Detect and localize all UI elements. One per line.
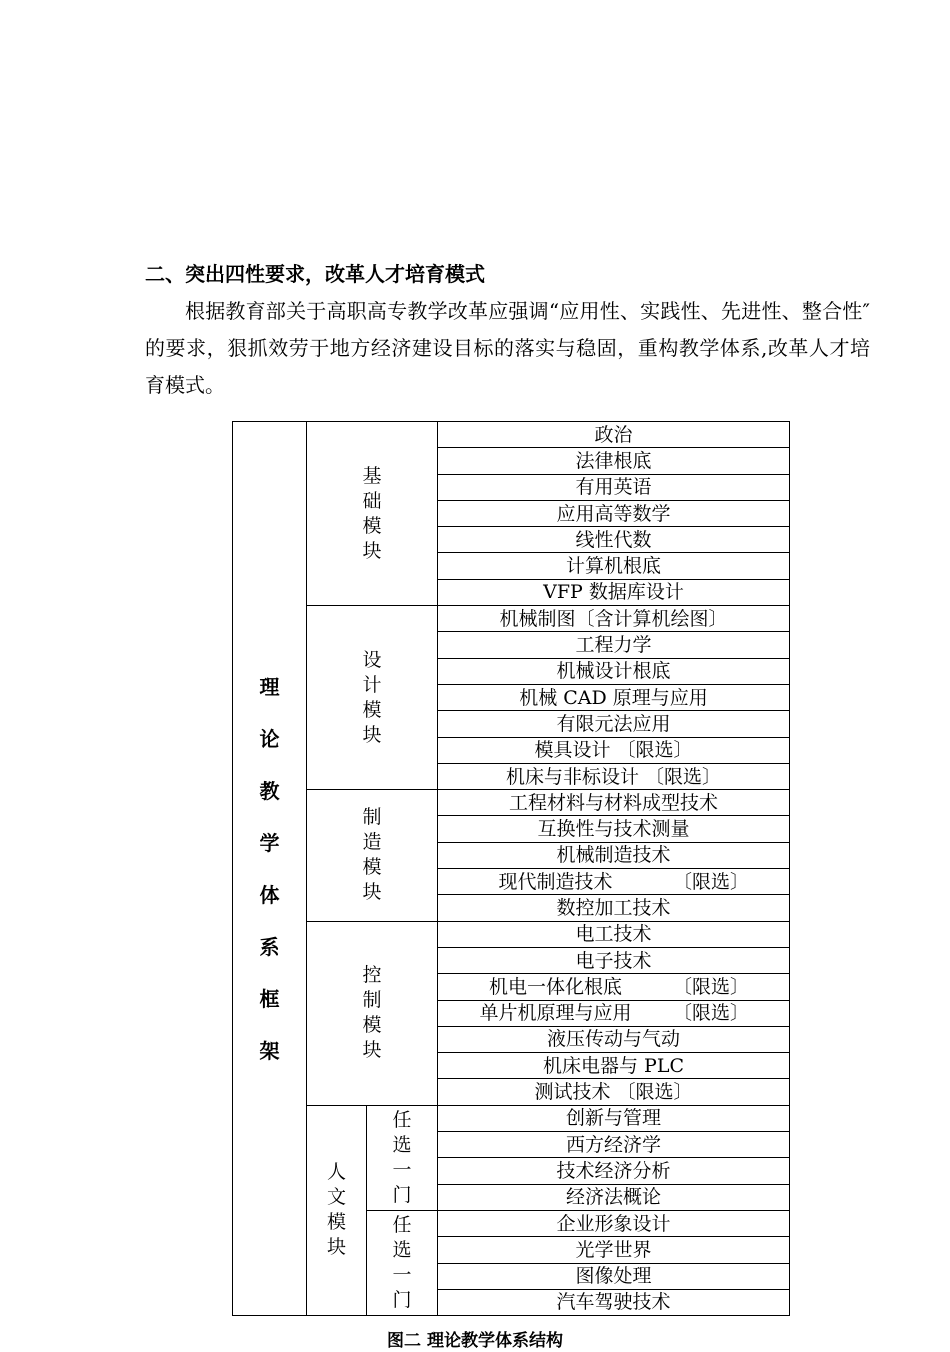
course-cell: 企业形象设计 <box>438 1210 790 1236</box>
course-cell: 工程力学 <box>438 632 790 658</box>
course-cell: 有限元法应用 <box>438 711 790 737</box>
elective-tag: 〔限选〕 <box>673 975 750 998</box>
course-cell <box>438 1000 790 1026</box>
module-design-name: 设计模块 <box>362 648 382 746</box>
course-cell: 汽车驾驶技术 <box>438 1289 790 1315</box>
course-cell: 经济法概论 <box>438 1184 790 1210</box>
course-cell: 互换性与技术测量 <box>438 816 790 842</box>
course-cell: 工程材料与材料成型技术 <box>438 790 790 816</box>
figure-caption: 图二 理论教学体系结构 <box>387 1331 563 1351</box>
course-cell: 机械设计根底 <box>438 658 790 684</box>
framework-title: 理论教学体系框架 <box>259 674 280 1063</box>
module-manufacture-name: 制造模块 <box>362 806 382 904</box>
course-cell: 图像处理 <box>438 1263 790 1289</box>
course-cell: 液压传动与气动 <box>438 1026 790 1052</box>
course-cell: 创新与管理 <box>438 1105 790 1131</box>
course-cell: 应用高等数学 <box>438 500 790 526</box>
course-cell: 机床电器与 PLC <box>438 1053 790 1079</box>
module-control-name: 控制模块 <box>362 964 382 1062</box>
course-cell <box>438 974 790 1000</box>
course-cell <box>438 869 790 895</box>
curriculum-framework-table <box>232 421 790 1316</box>
course-cell: 法律根底 <box>438 448 790 474</box>
module-control <box>307 921 438 1105</box>
course-cell: VFP 数据库设计 <box>438 579 790 605</box>
course-name: 单片机原理与应用 <box>479 1002 632 1025</box>
elective-group-a <box>367 1105 438 1210</box>
elective-tag: 〔限选〕 <box>673 1002 750 1025</box>
course-name: 现代制造技术 <box>498 870 613 893</box>
elective-group-a-label: 任选一门 <box>392 1108 412 1206</box>
body-paragraph: 根据教育部关于高职高专教学改革应强调“应用性、实践性、先进性、整合性″的要求，狠抓效劳于地方经济建设目标的落实与稳固，重构教学体系,改革人才培育模式。 <box>145 299 870 397</box>
course-cell: 光学世界 <box>438 1237 790 1263</box>
course-cell: 线性代数 <box>438 527 790 553</box>
course-cell: 测试技术 〔限选〕 <box>438 1079 790 1105</box>
framework-title-cell <box>233 422 307 1316</box>
course-cell: 电工技术 <box>438 921 790 947</box>
course-cell: 机械制造技术 <box>438 842 790 868</box>
course-cell: 技术经济分析 <box>438 1158 790 1184</box>
course-cell: 机床与非标设计 〔限选〕 <box>438 763 790 789</box>
module-manufacture <box>307 790 438 921</box>
course-cell: 政治 <box>438 422 790 448</box>
module-basic <box>307 422 438 606</box>
elective-group-b-label: 任选一门 <box>392 1214 412 1311</box>
module-humanities <box>307 1105 367 1315</box>
elective-group-b <box>367 1210 438 1315</box>
module-design <box>307 606 438 790</box>
course-cell: 计算机根底 <box>438 553 790 579</box>
course-cell: 西方经济学 <box>438 1132 790 1158</box>
course-cell: 机械制图〔含计算机绘图〕 <box>438 606 790 632</box>
course-name: 机电一体化根底 <box>489 975 623 998</box>
course-cell: 模具设计 〔限选〕 <box>438 737 790 763</box>
course-cell: 数控加工技术 <box>438 895 790 921</box>
course-cell: 电子技术 <box>438 947 790 973</box>
course-cell: 机械 CAD 原理与应用 <box>438 684 790 710</box>
module-basic-name: 基础模块 <box>362 464 382 562</box>
course-cell: 有用英语 <box>438 474 790 500</box>
module-humanities-name: 人文模块 <box>326 1161 346 1259</box>
elective-tag: 〔限选〕 <box>673 870 750 893</box>
section-heading: 二、突出四性要求，改革人才培育模式 <box>145 262 485 286</box>
